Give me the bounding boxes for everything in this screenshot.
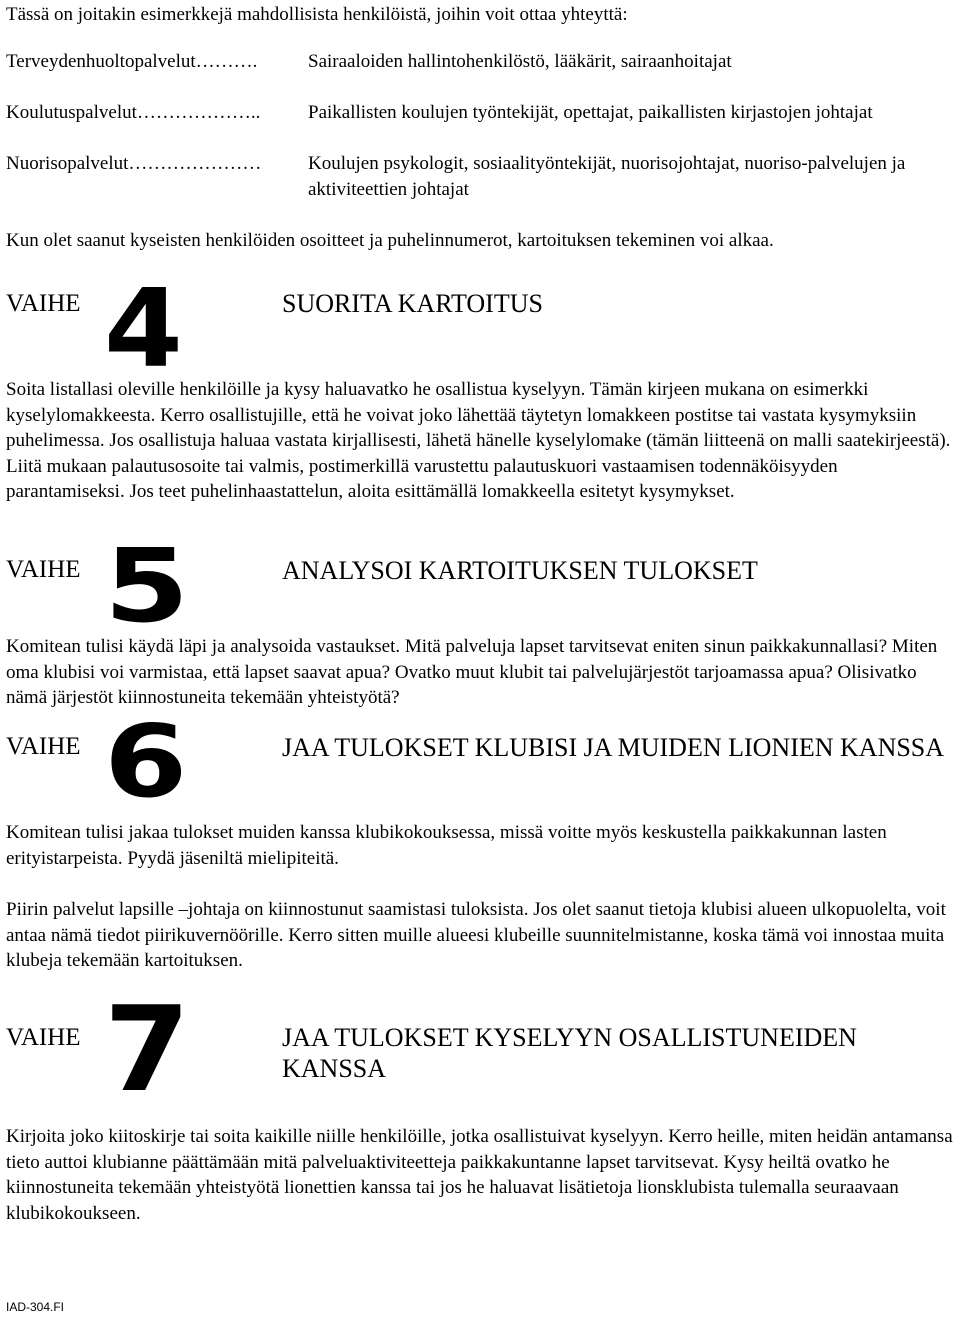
step-title: SUORITA KARTOITUS <box>282 289 543 318</box>
step-paragraph: Kirjoita joko kiitoskirje tai soita kaikille niille henkilöille, jotka osallistuivat kyselyyn. Kerro heille, miten heidän antamansa tieto auttoi klubianne päättämään mitä palveluaktiviteetteja paikkakuntanne lapset tarvitsevat. Kysy heiltä ovatko he kiinnostuneita tekemään yhteistyötä lionettien kanssa tai jos he haluavat lisätietoja lionsklubista tulemalla seuraavaan klubikokoukseen. <box>6 1126 953 1224</box>
step-paragraph: Piirin palvelut lapsille –johtaja on kiinnostunut saamistasi tuloksista. Jos olet saanut tietoja klubisi alueen ulkopuolelta, voit antaa nämä tiedot piirikuvernöörille. Kerro sitten muille alueesi klubeille suunnitelmistanne, koska tämä voi innostaa muita klubeja tekemään kartoituksen. <box>6 899 946 971</box>
step-number-digit: 5 <box>104 527 187 646</box>
contact-label: Terveydenhuoltopalvelut………. <box>6 51 258 72</box>
after-contacts-text: Kun olet saanut kyseisten henkilöiden osoitteet ja puhelinnumerot, kartoituksen tekeminen voi alkaa. <box>6 230 774 251</box>
contact-description: Paikallisten koulujen työntekijät, opettajat, paikallisten kirjastojen johtajat <box>308 102 873 123</box>
step-paragraph: Soita listallasi oleville henkilöille ja kysy haluavatko he osallistua kyselyyn. Tämän kirjeen mukana on esimerkki kyselylomakkeesta. Kerro osallistujille, että he voivat joko lähettää täytetyn lomakkeen postitse tai vastata kysymyksiin puhelimessa. Jos osallistuja haluaa vastata kirjallisesti, lähetä hänelle kyselylomake (tämän liitteenä on malli saatekirjeestä). Liitä mukaan palautusosoite tai valmis, postimerkillä varustettu palautuskuori vastaamisen todennäköisyyden parantamiseksi. Jos teet puhelinhaastattelun, aloita esittämällä lomakkeella esitetyt kysymykset. <box>6 379 951 502</box>
step-number <box>104 980 189 1118</box>
contact-label: Koulutuspalvelut……………….. <box>6 102 261 123</box>
step-title: ANALYSOI KARTOITUKSEN TULOKSET <box>282 556 758 585</box>
intro-text: Tässä on joitakin esimerkkejä mahdollisista henkilöistä, joihin voit ottaa yhteyttä: <box>6 4 628 25</box>
contact-description: Koulujen psykologit, sosiaalityöntekijät, nuorisojohtajat, nuoriso-palvelujen ja aktiviteettien johtajat <box>308 153 906 200</box>
step-number-digit: 4 <box>104 267 181 392</box>
step-title: JAA TULOKSET KLUBISI JA MUIDEN LIONIEN KANSSA <box>282 733 945 762</box>
step-number <box>104 267 181 392</box>
step-number <box>104 527 187 646</box>
document-code: IAD-304.FI <box>6 1300 65 1314</box>
step-label: VAIHE <box>6 556 81 583</box>
step-title: JAA TULOKSET KYSELYYN OSALLISTUNEIDEN KANSSA <box>282 1023 857 1083</box>
step-label: VAIHE <box>6 733 81 760</box>
step-paragraph: Komitean tulisi jakaa tulokset muiden kanssa klubikokouksessa, missä voitte myös keskustella paikkakunnan lasten erityistarpeista. Pyydä jäseniltä mielipiteitä. <box>6 822 887 869</box>
step-number-digit: 6 <box>104 703 186 820</box>
step-paragraph: Komitean tulisi käydä läpi ja analysoida vastaukset. Mitä palveluja lapset tarvitsevat eniten sinun paikkakunnallasi? Miten oma klubisi voi varmistaa, että lapset saavat apua? Ovatko muut klubit tai palvelujärjestöt tarjoamassa apua? Olisivatko nämä järjestöt kiinnostuneita tekemään yhteistyötä? <box>6 636 938 708</box>
step-label: VAIHE <box>6 1024 81 1051</box>
step-number <box>104 703 186 820</box>
step-label: VAIHE <box>6 290 81 317</box>
contact-label: Nuorisopalvelut………………… <box>6 153 262 174</box>
step-number-digit: 7 <box>104 980 189 1118</box>
contact-description: Sairaaloiden hallintohenkilöstö, lääkärit, sairaanhoitajat <box>308 51 732 72</box>
